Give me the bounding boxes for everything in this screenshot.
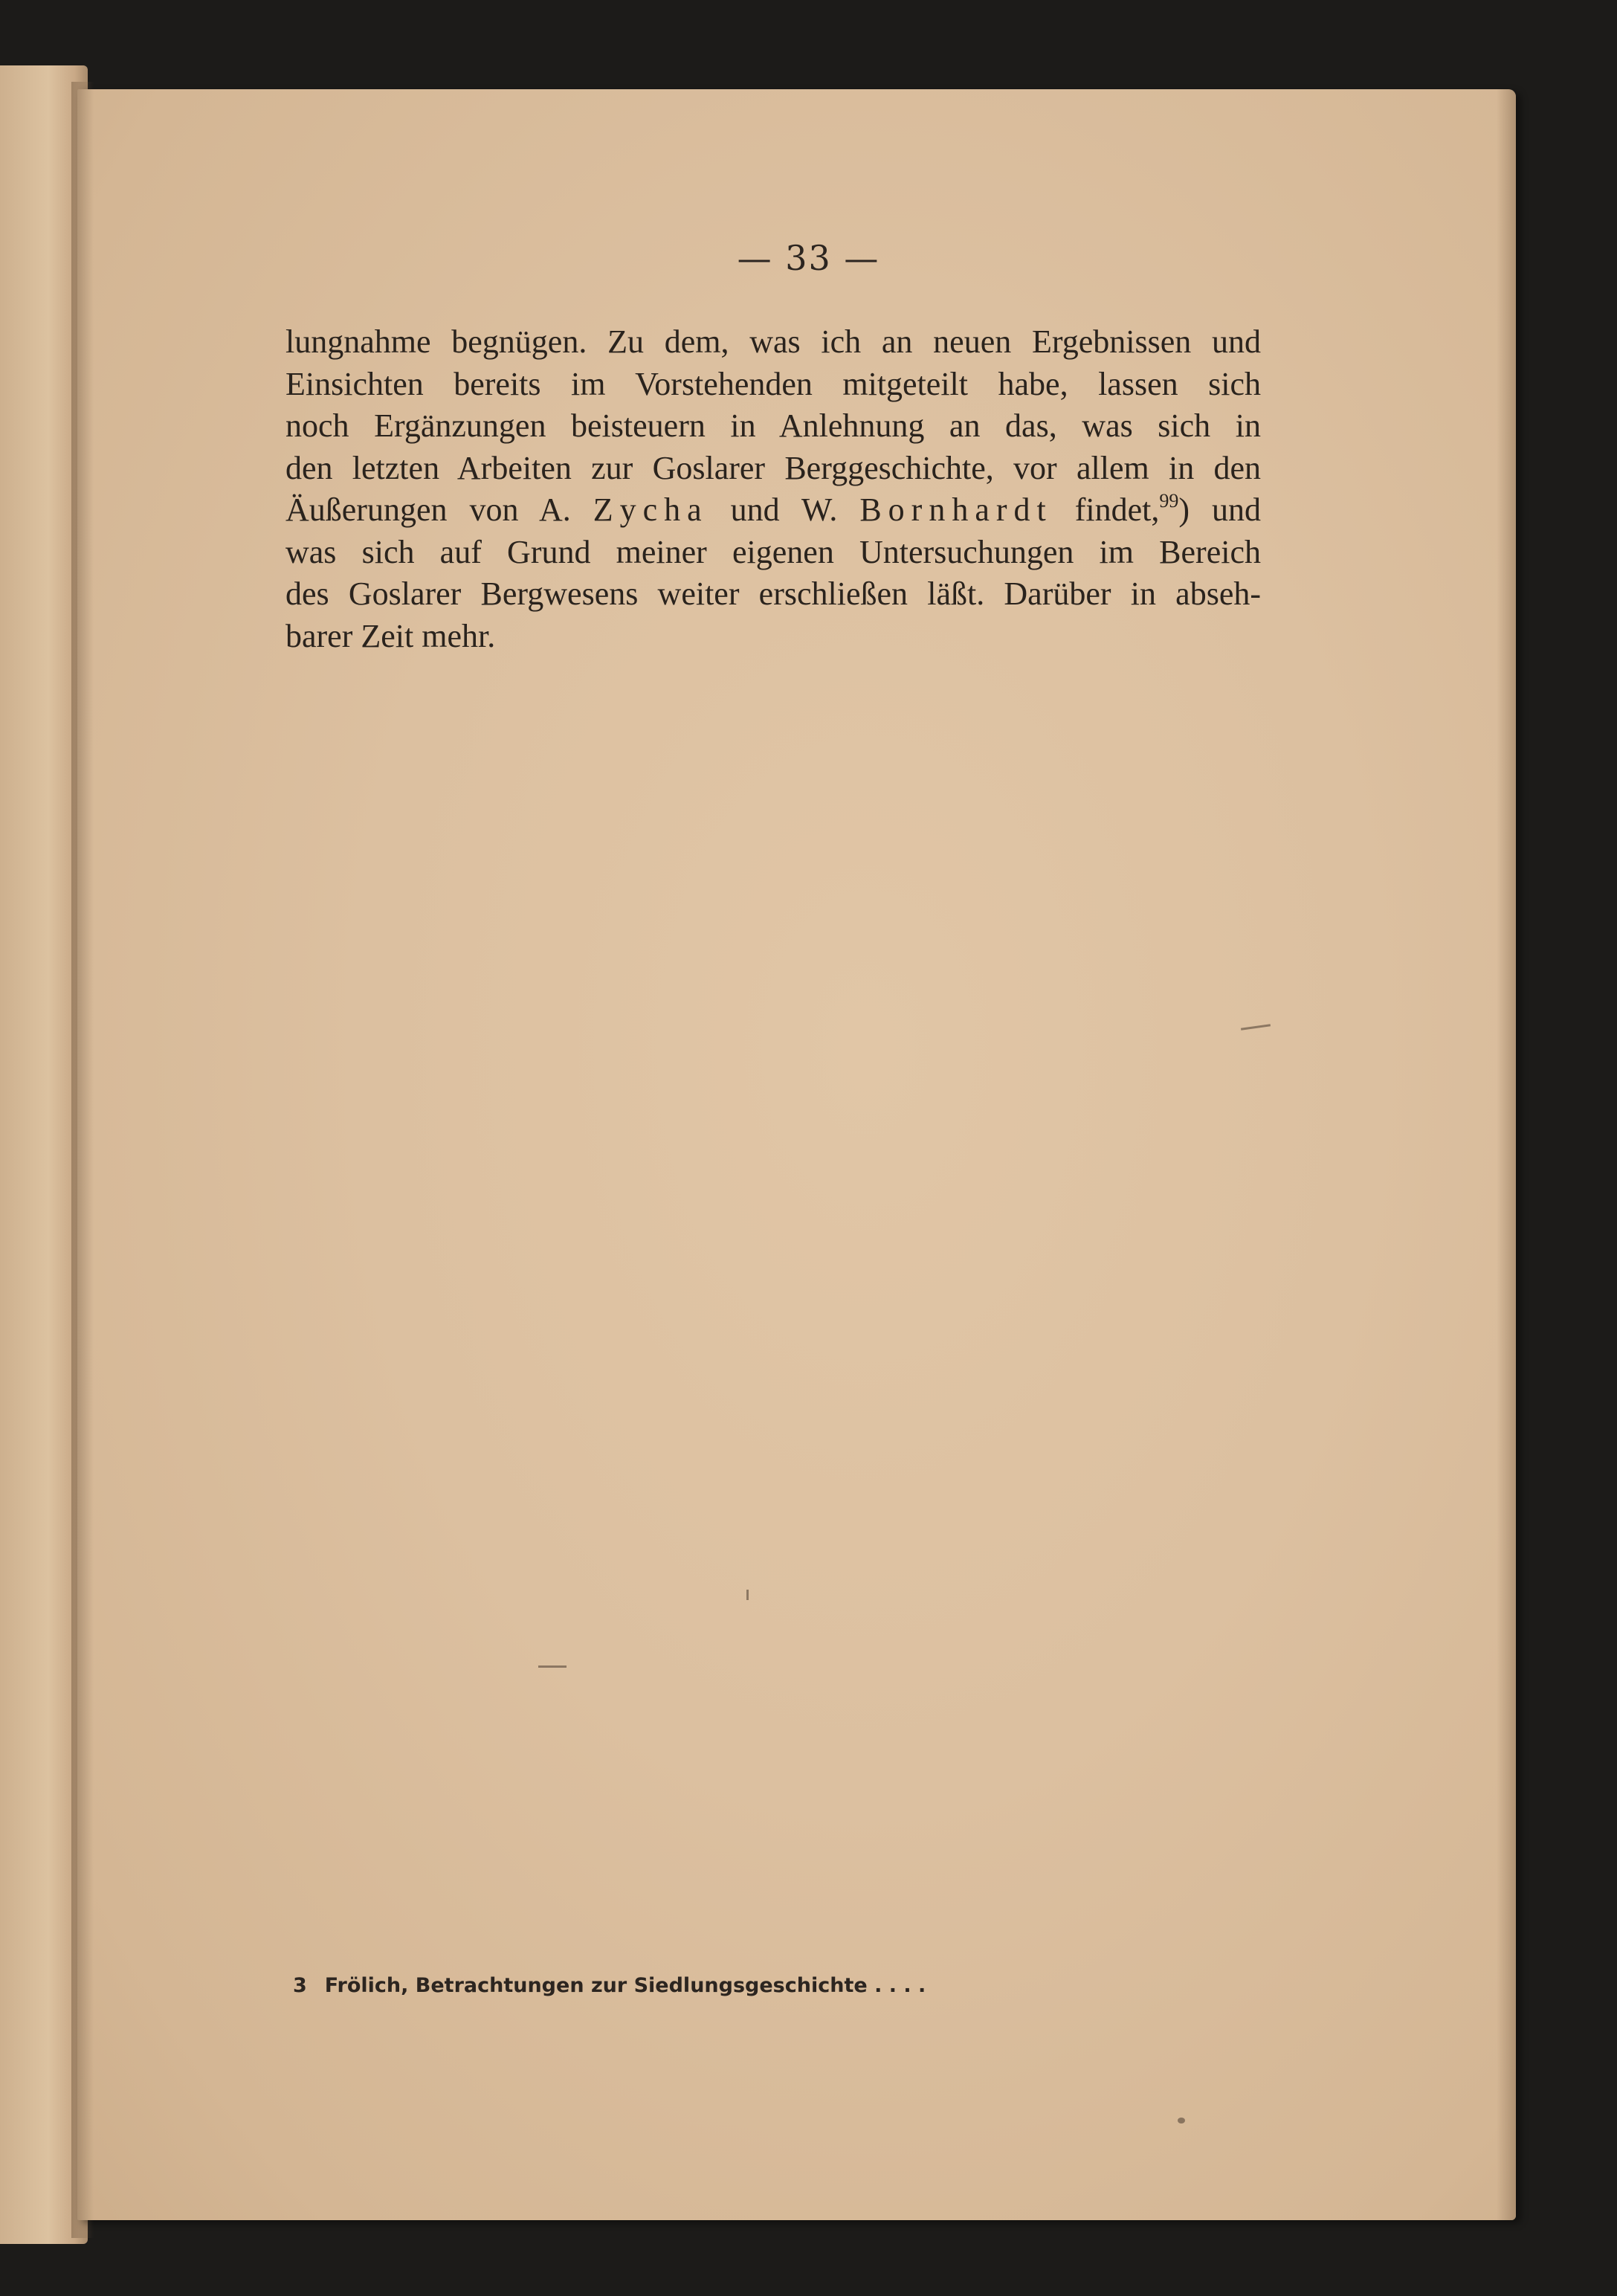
- signature-line: [293, 1974, 926, 1997]
- paper-mark: [1241, 1024, 1271, 1031]
- page-right-edge-shadow: [1497, 89, 1516, 2220]
- text-line: des Goslarer Bergwesens weiter erschließen läßt. Darüber in abseh-: [285, 575, 1261, 612]
- paper-mark: [538, 1665, 567, 1668]
- paper-mark: [746, 1590, 749, 1600]
- body-paragraph: [285, 321, 1261, 657]
- paper-spot: [1178, 2118, 1185, 2124]
- line-middle: und W.: [708, 491, 860, 528]
- text-line-last: barer Zeit mehr.: [285, 617, 496, 654]
- author-name-bornhardt: Bornhardt: [859, 491, 1053, 528]
- author-name-zycha: Zycha: [593, 491, 709, 528]
- signature-text: Frölich, Betrachtungen zur Siedlungsgeschichte . . . .: [324, 1974, 926, 1997]
- line-prefix: Äußerungen von A.: [285, 491, 593, 528]
- text-line: Einsichten bereits im Vorstehenden mitgeteilt habe, lassen sich: [285, 365, 1261, 402]
- text-line: noch Ergänzungen beisteuern in Anlehnung an das, was sich in: [285, 407, 1261, 444]
- gutter-shadow: [71, 82, 94, 2238]
- signature-number: 3: [293, 1974, 307, 1997]
- text-line: was sich auf Grund meiner eigenen Untersuchungen im Bereich: [285, 533, 1261, 570]
- text-line: den letzten Arbeiten zur Goslarer Berggeschichte, vor allem in den: [285, 449, 1261, 486]
- text-line: lungnahme begnügen. Zu dem, was ich an neuen Ergebnissen und: [285, 323, 1261, 360]
- page-number: — 33 —: [737, 238, 880, 278]
- footnote-reference: 99: [1159, 490, 1179, 512]
- line-after: findet,: [1052, 491, 1160, 528]
- line-suffix: ) und: [1178, 491, 1261, 528]
- text-line: [285, 489, 1261, 532]
